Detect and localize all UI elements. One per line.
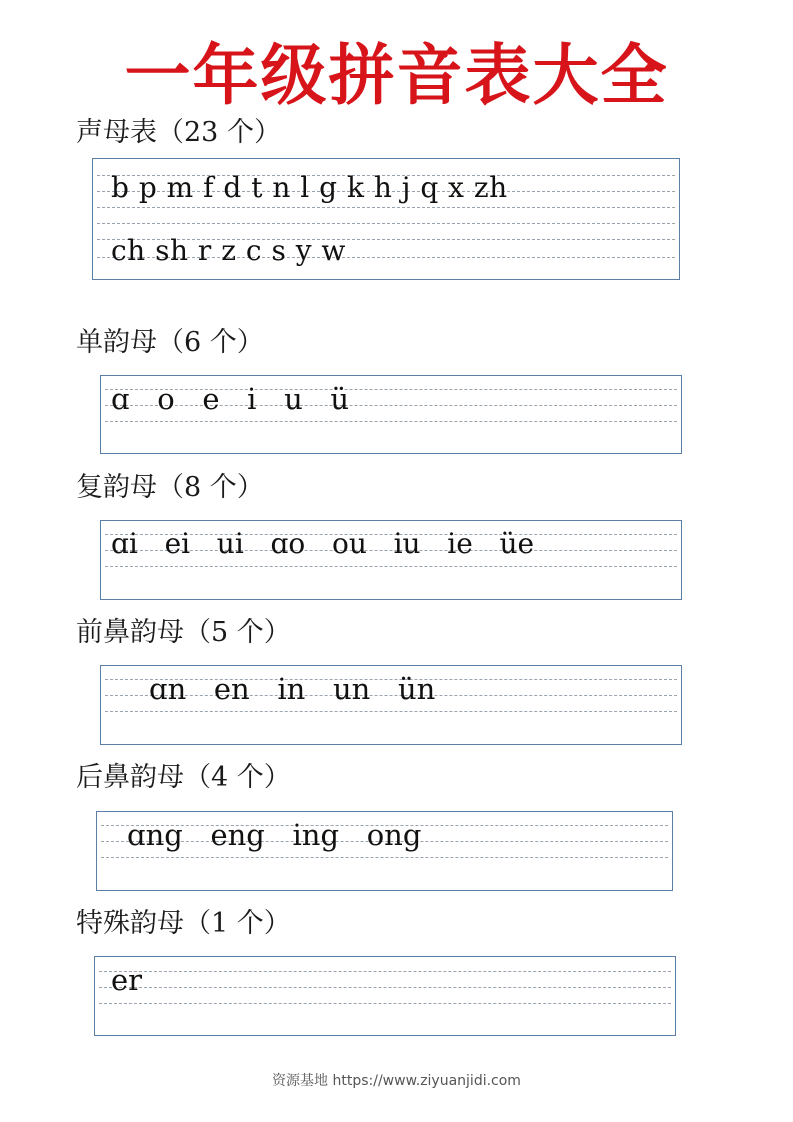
pinyin-row: ch sh r z c s y w	[111, 234, 346, 267]
footer-watermark: 资源基地 https://www.ziyuanjidi.com	[272, 1073, 521, 1089]
pinyin-box-simple-finals	[100, 375, 682, 454]
guide-line	[105, 566, 677, 567]
section-heading-initials: 声母表（23 个）	[76, 117, 281, 148]
guide-line	[101, 857, 668, 858]
guide-line	[99, 971, 671, 972]
section-heading-special-finals: 特殊韵母（1 个）	[76, 908, 291, 939]
pinyin-box-front-nasal-finals	[100, 665, 682, 745]
guide-line	[97, 207, 675, 208]
pinyin-box-initials	[92, 158, 680, 280]
section-heading-back-nasal-finals: 后鼻韵母（4 个）	[76, 762, 291, 793]
guide-line	[97, 223, 675, 224]
pinyin-row: b p m f d t n l g k h j q x zh	[111, 171, 508, 204]
pinyin-row: ɑng eng ing ong	[127, 818, 422, 852]
section-heading-front-nasal-finals: 前鼻韵母（5 个）	[76, 617, 291, 648]
pinyin-box-compound-finals	[100, 520, 682, 600]
guide-line	[99, 1003, 671, 1004]
page-title: 一年级拼音表大全	[124, 37, 669, 114]
pinyin-row: ɑ o e i u ü	[111, 382, 350, 416]
guide-line	[105, 421, 677, 422]
pinyin-row: ɑn en in un ün	[149, 672, 436, 706]
guide-line	[105, 711, 677, 712]
section-heading-simple-finals: 单韵母（6 个）	[76, 327, 264, 358]
pinyin-row: ɑi ei ui ɑo ou iu ie üe	[111, 527, 535, 560]
section-heading-compound-finals: 复韵母（8 个）	[76, 472, 264, 503]
pinyin-box-special-finals	[94, 956, 676, 1036]
pinyin-box-back-nasal-finals	[96, 811, 673, 891]
guide-line	[99, 987, 671, 988]
pinyin-row: er	[111, 963, 143, 997]
